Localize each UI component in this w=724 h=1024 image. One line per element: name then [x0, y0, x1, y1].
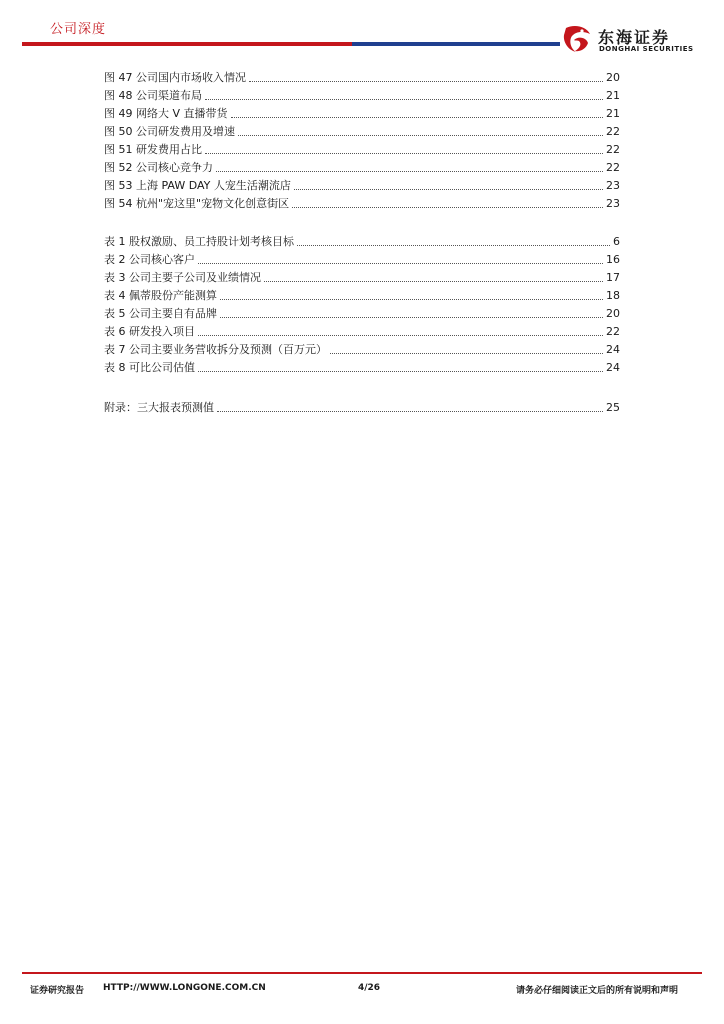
- toc-leader: [220, 298, 603, 300]
- toc-leader: [198, 334, 603, 336]
- toc-entry[interactable]: [104, 340, 620, 358]
- toc-leader: [297, 244, 610, 246]
- toc-entry-label: 表 1 股权激励、员工持股计划考核目标: [104, 235, 294, 248]
- toc-entry[interactable]: [104, 250, 620, 268]
- toc-entry-page: 22: [606, 161, 620, 174]
- toc-entry-label: 表 8 可比公司估值: [104, 361, 195, 374]
- toc-entry-page: 17: [606, 271, 620, 284]
- toc-leader: [294, 188, 603, 190]
- toc-leader: [217, 410, 603, 412]
- toc-entry-page: 24: [606, 361, 620, 374]
- toc-entry-label: 图 50 公司研发费用及增速: [104, 125, 235, 138]
- toc-entry[interactable]: [104, 68, 620, 86]
- toc-entry-page: 21: [606, 89, 620, 102]
- toc-entry[interactable]: [104, 104, 620, 122]
- toc-entry-label: 图 51 研发费用占比: [104, 143, 202, 156]
- toc-entry-page: 22: [606, 125, 620, 138]
- toc-entry-label: 表 2 公司核心客户: [104, 253, 195, 266]
- header-rule-red: [22, 42, 352, 46]
- toc-entry[interactable]: [104, 158, 620, 176]
- toc-entry-page: 23: [606, 179, 620, 192]
- toc-leader: [198, 262, 603, 264]
- appendix-list: [104, 398, 620, 416]
- toc-leader: [330, 352, 603, 354]
- toc-entry[interactable]: [104, 194, 620, 212]
- toc-leader: [220, 316, 603, 318]
- toc-entry-label: 表 4 佩蒂股份产能测算: [104, 289, 217, 302]
- toc-entry-label: 图 49 网络大 V 直播带货: [104, 107, 228, 120]
- footer-rule: [22, 972, 702, 974]
- toc-entry[interactable]: [104, 176, 620, 194]
- footer-report-type: 证券研究报告: [30, 986, 85, 996]
- footer-url[interactable]: HTTP://WWW.LONGONE.COM.CN: [103, 983, 266, 993]
- toc-entry[interactable]: [104, 304, 620, 322]
- toc-entry[interactable]: [104, 86, 620, 104]
- toc-entry[interactable]: [104, 122, 620, 140]
- toc-entry-page: 16: [606, 253, 620, 266]
- toc-entry-page: 20: [606, 71, 620, 84]
- toc-leader: [231, 116, 603, 118]
- toc-entry-label: 表 3 公司主要子公司及业绩情况: [104, 271, 261, 284]
- toc-leader: [238, 134, 603, 136]
- toc-leader: [216, 170, 603, 172]
- header-rule-blue: [352, 42, 560, 46]
- toc-entry-label: 图 48 公司渠道布局: [104, 89, 202, 102]
- toc-entry-page: 20: [606, 307, 620, 320]
- section-title: 公司深度: [50, 22, 107, 37]
- toc-entry-label: 图 47 公司国内市场收入情况: [104, 71, 246, 84]
- toc-entry-label: 图 54 杭州"宠这里"宠物文化创意街区: [104, 197, 290, 210]
- toc-entry[interactable]: [104, 232, 620, 250]
- footer-page-number: 4/26: [358, 983, 381, 993]
- toc-entry-label: 表 5 公司主要自有品牌: [104, 307, 217, 320]
- toc-leader: [249, 80, 603, 82]
- header-rule: [22, 42, 560, 46]
- toc-entry[interactable]: [104, 398, 620, 416]
- toc-entry[interactable]: [104, 322, 620, 340]
- footer-disclaimer: 请务必仔细阅读正文后的所有说明和声明: [516, 986, 679, 996]
- toc-entry-label: 表 7 公司主要业务营收拆分及预测（百万元）: [104, 343, 327, 356]
- toc-leader: [205, 98, 603, 100]
- toc-entry-page: 6: [613, 235, 620, 248]
- toc-leader: [198, 370, 603, 372]
- logo-chinese-name: 东海证券: [598, 28, 671, 47]
- toc-entry-page: 22: [606, 143, 620, 156]
- toc-entry[interactable]: [104, 286, 620, 304]
- toc-entry-label: 图 52 公司核心竞争力: [104, 161, 213, 174]
- toc-entry-page: 23: [606, 197, 620, 210]
- toc-entry[interactable]: [104, 358, 620, 376]
- toc-entry-page: 25: [606, 401, 620, 414]
- figure-list: [104, 68, 620, 212]
- toc-entry-label: 图 53 上海 PAW DAY 人宠生活潮流店: [104, 179, 291, 192]
- toc-entry-page: 24: [606, 343, 620, 356]
- toc-leader: [264, 280, 603, 282]
- toc-leader: [205, 152, 603, 154]
- toc-entry-label: 附录：三大报表预测值: [104, 401, 214, 414]
- toc-entry-label: 表 6 研发投入项目: [104, 325, 195, 338]
- table-list: [104, 232, 620, 376]
- toc-entry-page: 21: [606, 107, 620, 120]
- toc-entry-page: 22: [606, 325, 620, 338]
- dragon-logo-icon: [560, 22, 596, 58]
- company-logo: [560, 22, 710, 58]
- toc-entry[interactable]: [104, 268, 620, 286]
- toc-entry[interactable]: [104, 140, 620, 158]
- toc-entry-page: 18: [606, 289, 620, 302]
- logo-english-name: DONGHAI SECURITIES: [599, 45, 694, 53]
- toc-leader: [292, 206, 603, 208]
